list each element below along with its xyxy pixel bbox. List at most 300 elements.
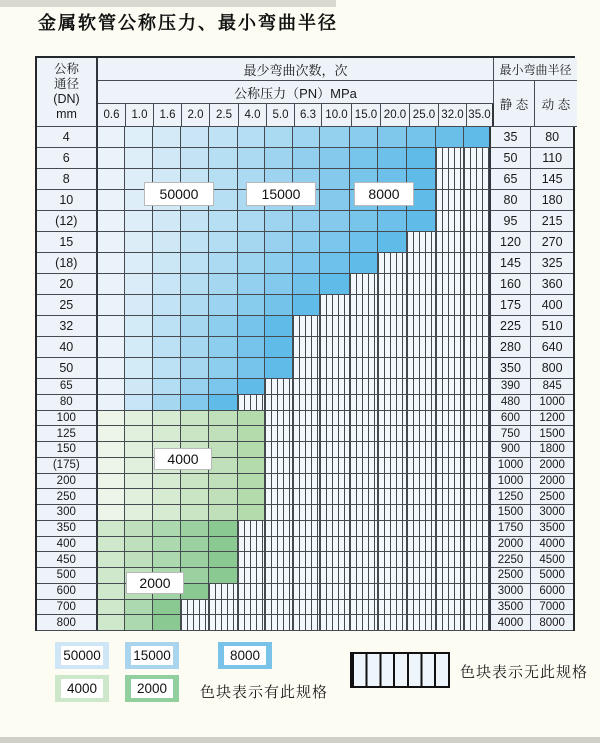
spec-cell-unavailable — [238, 521, 266, 537]
spec-cell-available — [125, 316, 153, 337]
spec-cell-available — [153, 615, 181, 631]
spec-cell-unavailable — [350, 584, 379, 600]
spec-cell-unavailable — [378, 568, 407, 584]
spec-cell-unavailable — [378, 505, 407, 521]
spec-cell-unavailable — [407, 411, 436, 427]
spec-cell-unavailable — [464, 295, 491, 316]
spec-cell-available — [153, 127, 181, 148]
spec-cell-available — [238, 127, 266, 148]
spec-cell-unavailable — [436, 253, 464, 274]
spec-cell-available — [209, 474, 238, 490]
dn-cell: 450 — [37, 552, 98, 568]
spec-cell-available — [98, 426, 126, 442]
spec-cell-unavailable — [378, 615, 407, 631]
spec-cell-unavailable — [293, 568, 320, 584]
spec-cell-available — [320, 190, 350, 211]
header-dn — [37, 58, 98, 127]
pressure-header-cell: 5.0 — [267, 104, 295, 127]
header-static: 静 态 — [494, 81, 535, 127]
spec-cell-unavailable — [436, 584, 464, 600]
spec-cell-unavailable — [320, 474, 350, 490]
spec-cell-available — [125, 521, 153, 537]
spec-cell-available — [238, 148, 266, 169]
legend-absent-text: 色块表示无此规格 — [460, 664, 589, 681]
spec-cell-unavailable — [378, 489, 407, 505]
dynamic-radius-cell: 6000 — [531, 584, 573, 600]
spec-cell-unavailable — [265, 584, 293, 600]
spec-cell-unavailable — [238, 584, 266, 600]
spec-cell-unavailable — [265, 474, 293, 490]
spec-cell-available — [209, 395, 238, 411]
spec-cell-available — [320, 211, 350, 232]
spec-cell-available — [153, 426, 181, 442]
spec-cell-available — [98, 169, 126, 190]
spec-cell-unavailable — [320, 395, 350, 411]
spec-cell-available — [238, 442, 266, 458]
dynamic-radius-cell: 2000 — [531, 458, 573, 474]
spec-table — [35, 56, 575, 631]
spec-cell-available — [293, 148, 320, 169]
static-radius-cell: 4000 — [491, 615, 532, 631]
spec-cell-unavailable — [378, 337, 407, 358]
static-radius-cell: 65 — [491, 169, 532, 190]
spec-cell-available — [209, 379, 238, 395]
dynamic-radius-cell: 180 — [531, 190, 573, 211]
spec-cell-unavailable — [293, 600, 320, 616]
spec-cell-available — [181, 379, 209, 395]
spec-cell-unavailable — [407, 505, 436, 521]
spec-cell-available — [153, 148, 181, 169]
spec-cell-unavailable — [436, 169, 464, 190]
table-row-dn-500 — [37, 568, 573, 584]
spec-cell-available — [238, 489, 266, 505]
legend-swatch-2000 — [125, 675, 179, 702]
table-row-dn-100 — [37, 411, 573, 427]
spec-cell-available — [265, 253, 293, 274]
spec-cell-available — [181, 552, 209, 568]
spec-cell-available — [125, 395, 153, 411]
table-row-dn-150 — [37, 442, 573, 458]
spec-cell-available — [153, 537, 181, 553]
spec-cell-available — [265, 232, 293, 253]
spec-cell-available — [436, 127, 464, 148]
spec-cell-available — [125, 337, 153, 358]
spec-cell-unavailable — [293, 489, 320, 505]
legend-label-2000: 2000 — [131, 679, 172, 697]
spec-cell-available — [265, 316, 293, 337]
spec-cell-available — [181, 505, 209, 521]
spec-cell-available — [153, 316, 181, 337]
dn-cell: 80 — [37, 395, 98, 411]
spec-cell-unavailable — [320, 615, 350, 631]
table-row-dn-600 — [37, 584, 573, 600]
spec-cell-available — [98, 337, 126, 358]
spec-cell-unavailable — [436, 521, 464, 537]
spec-cell-available — [181, 426, 209, 442]
table-row-dn-175 — [37, 458, 573, 474]
spec-cell-available — [98, 190, 126, 211]
static-radius-cell: 480 — [491, 395, 532, 411]
spec-cell-available — [209, 316, 238, 337]
header-dn-line: 公称 — [53, 61, 79, 76]
spec-cell-available — [98, 127, 126, 148]
dynamic-radius-cell: 270 — [531, 232, 573, 253]
spec-cell-unavailable — [320, 568, 350, 584]
dynamic-radius-cell: 2000 — [531, 474, 573, 490]
dn-cell: 40 — [37, 337, 98, 358]
header-radius: 最小弯曲半径 — [494, 58, 577, 81]
spec-cell-unavailable — [436, 211, 464, 232]
spec-cell-available — [98, 615, 126, 631]
spec-cell-unavailable — [378, 253, 407, 274]
spec-cell-unavailable — [265, 379, 293, 395]
spec-cell-available — [98, 521, 126, 537]
spec-cell-unavailable — [464, 316, 491, 337]
table-row-dn-50 — [37, 358, 573, 379]
spec-cell-available — [125, 458, 153, 474]
spec-cell-available — [238, 316, 266, 337]
dynamic-radius-cell: 2500 — [531, 489, 573, 505]
spec-cell-unavailable — [436, 379, 464, 395]
spec-cell-unavailable — [464, 552, 491, 568]
spec-cell-unavailable — [293, 552, 320, 568]
spec-cell-unavailable — [436, 411, 464, 427]
dynamic-radius-cell: 4500 — [531, 552, 573, 568]
spec-cell-unavailable — [436, 316, 464, 337]
spec-cell-unavailable — [350, 537, 379, 553]
static-radius-cell: 95 — [491, 211, 532, 232]
spec-cell-unavailable — [293, 537, 320, 553]
spec-cell-unavailable — [407, 358, 436, 379]
spec-cell-available — [181, 274, 209, 295]
table-row-dn-40 — [37, 337, 573, 358]
spec-cell-unavailable — [265, 615, 293, 631]
table-row-dn-4 — [37, 127, 573, 148]
spec-cell-unavailable — [181, 615, 209, 631]
spec-cell-available — [209, 521, 238, 537]
spec-cell-available — [265, 337, 293, 358]
spec-cell-available — [265, 127, 293, 148]
spec-cell-unavailable — [238, 600, 266, 616]
spec-cell-available — [98, 358, 126, 379]
spec-cell-unavailable — [320, 337, 350, 358]
spec-cell-available — [153, 474, 181, 490]
spec-cell-available — [320, 274, 350, 295]
spec-cell-unavailable — [436, 148, 464, 169]
spec-cell-unavailable — [378, 411, 407, 427]
spec-cell-available — [181, 411, 209, 427]
spec-cell-available — [181, 521, 209, 537]
spec-cell-unavailable — [350, 316, 379, 337]
spec-cell-unavailable — [378, 274, 407, 295]
spec-cell-unavailable — [378, 379, 407, 395]
spec-cell-available — [181, 148, 209, 169]
spec-cell-available — [125, 274, 153, 295]
spec-cell-unavailable — [181, 600, 209, 616]
spec-cell-available — [181, 489, 209, 505]
spec-cell-available — [209, 295, 238, 316]
dn-cell: 300 — [37, 505, 98, 521]
spec-cell-available — [125, 148, 153, 169]
spec-cell-unavailable — [378, 395, 407, 411]
dn-cell: 100 — [37, 411, 98, 427]
spec-cell-available — [153, 211, 181, 232]
spec-cell-available — [209, 458, 238, 474]
spec-cell-available — [125, 505, 153, 521]
bottom-gray-bar — [0, 737, 600, 743]
spec-cell-unavailable — [436, 358, 464, 379]
static-radius-cell: 900 — [491, 442, 532, 458]
spec-cell-available — [209, 337, 238, 358]
spec-cell-unavailable — [464, 169, 491, 190]
spec-cell-available — [407, 148, 436, 169]
legend-label-4000: 4000 — [61, 679, 102, 697]
spec-cell-unavailable — [436, 274, 464, 295]
spec-cell-available — [209, 552, 238, 568]
dn-cell: 250 — [37, 489, 98, 505]
spec-cell-available — [350, 127, 379, 148]
spec-cell-available — [378, 127, 407, 148]
table-row-dn-20 — [37, 274, 573, 295]
spec-cell-available — [181, 211, 209, 232]
spec-cell-unavailable — [320, 537, 350, 553]
spec-cell-unavailable — [238, 552, 266, 568]
spec-cell-available — [125, 474, 153, 490]
spec-cell-available — [407, 211, 436, 232]
overlay-label-4000: 4000 — [154, 448, 212, 470]
spec-cell-unavailable — [320, 316, 350, 337]
dn-cell: 8 — [37, 169, 98, 190]
spec-cell-available — [98, 316, 126, 337]
spec-cell-unavailable — [265, 489, 293, 505]
spec-cell-available — [153, 505, 181, 521]
table-row-dn-300 — [37, 505, 573, 521]
spec-cell-available — [98, 458, 126, 474]
spec-cell-unavailable — [320, 600, 350, 616]
dn-cell: 800 — [37, 615, 98, 631]
spec-cell-available — [153, 337, 181, 358]
static-radius-cell: 2250 — [491, 552, 532, 568]
spec-cell-unavailable — [350, 552, 379, 568]
pressure-header-cell: 6.3 — [295, 104, 322, 127]
spec-cell-available — [293, 232, 320, 253]
legend-swatch-4000 — [55, 675, 109, 702]
spec-cell-available — [378, 211, 407, 232]
spec-cell-unavailable — [464, 600, 491, 616]
spec-cell-available — [125, 295, 153, 316]
header-pressure-values — [98, 104, 494, 127]
spec-cell-unavailable — [407, 442, 436, 458]
spec-cell-unavailable — [350, 426, 379, 442]
spec-cell-unavailable — [378, 442, 407, 458]
pressure-header-cell: 4.0 — [239, 104, 267, 127]
spec-cell-available — [350, 148, 379, 169]
pressure-header-cell: 0.6 — [98, 104, 126, 127]
spec-cell-unavailable — [293, 411, 320, 427]
spec-cell-unavailable — [436, 537, 464, 553]
spec-cell-unavailable — [464, 395, 491, 411]
spec-cell-available — [153, 253, 181, 274]
dn-cell: 125 — [37, 426, 98, 442]
spec-cell-available — [265, 274, 293, 295]
dynamic-radius-cell: 3000 — [531, 505, 573, 521]
dn-cell: (18) — [37, 253, 98, 274]
spec-cell-available — [181, 232, 209, 253]
legend-present-text: 色块表示有此规格 — [200, 684, 329, 701]
spec-cell-available — [238, 426, 266, 442]
spec-cell-available — [125, 211, 153, 232]
legend-swatch-15000 — [125, 642, 179, 669]
spec-cell-unavailable — [378, 426, 407, 442]
spec-cell-unavailable — [293, 458, 320, 474]
dynamic-radius-cell: 640 — [531, 337, 573, 358]
spec-cell-unavailable — [464, 148, 491, 169]
page-title: 金属软管公称压力、最小弯曲半径 — [38, 13, 338, 34]
spec-cell-unavailable — [293, 442, 320, 458]
spec-cell-unavailable — [407, 552, 436, 568]
legend-label-15000: 15000 — [133, 647, 171, 663]
spec-cell-available — [181, 568, 209, 584]
spec-cell-unavailable — [378, 552, 407, 568]
table-row-dn-350 — [37, 521, 573, 537]
spec-cell-unavailable — [350, 568, 379, 584]
table-row-dn-18 — [37, 253, 573, 274]
spec-cell-unavailable — [320, 552, 350, 568]
spec-cell-unavailable — [378, 358, 407, 379]
spec-cell-unavailable — [378, 521, 407, 537]
spec-cell-unavailable — [378, 600, 407, 616]
spec-cell-available — [181, 395, 209, 411]
spec-cell-unavailable — [436, 458, 464, 474]
spec-cell-unavailable — [265, 521, 293, 537]
spec-cell-unavailable — [436, 337, 464, 358]
spec-cell-available — [293, 295, 320, 316]
spec-cell-unavailable — [436, 426, 464, 442]
spec-cell-available — [320, 127, 350, 148]
static-radius-cell: 145 — [491, 253, 532, 274]
static-radius-cell: 80 — [491, 190, 532, 211]
header-dn-line: (DN) — [53, 92, 80, 106]
spec-cell-available — [125, 379, 153, 395]
spec-cell-available — [98, 253, 126, 274]
spec-cell-unavailable — [464, 337, 491, 358]
spec-cell-unavailable — [407, 316, 436, 337]
dynamic-radius-cell: 1200 — [531, 411, 573, 427]
spec-cell-unavailable — [464, 379, 491, 395]
spec-cell-unavailable — [320, 505, 350, 521]
spec-cell-available — [209, 127, 238, 148]
spec-cell-available — [209, 505, 238, 521]
table-row-dn-25 — [37, 295, 573, 316]
spec-cell-available — [265, 295, 293, 316]
spec-cell-unavailable — [350, 458, 379, 474]
spec-cell-unavailable — [209, 615, 238, 631]
spec-cell-available — [125, 358, 153, 379]
pressure-header-cell: 25.0 — [410, 104, 439, 127]
spec-cell-unavailable — [265, 458, 293, 474]
header-bend-cycles: 最少弯曲次数，次 — [98, 58, 494, 81]
spec-cell-unavailable — [265, 426, 293, 442]
table-row-dn-6 — [37, 148, 573, 169]
dn-cell: 200 — [37, 474, 98, 490]
table-row-dn-800 — [37, 615, 573, 631]
dn-cell: 700 — [37, 600, 98, 616]
spec-cell-available — [238, 295, 266, 316]
spec-cell-unavailable — [407, 474, 436, 490]
spec-cell-available — [125, 552, 153, 568]
spec-cell-available — [98, 148, 126, 169]
spec-cell-unavailable — [436, 552, 464, 568]
spec-cell-available — [238, 253, 266, 274]
dynamic-radius-cell: 215 — [531, 211, 573, 232]
spec-cell-available — [125, 600, 153, 616]
dynamic-radius-cell: 7000 — [531, 600, 573, 616]
spec-cell-available — [153, 521, 181, 537]
spec-cell-available — [238, 358, 266, 379]
dn-cell: 65 — [37, 379, 98, 395]
table-row-dn-200 — [37, 474, 573, 490]
dynamic-radius-cell: 1000 — [531, 395, 573, 411]
spec-cell-unavailable — [407, 232, 436, 253]
legend-swatch-8000 — [218, 642, 272, 669]
spec-cell-unavailable — [464, 426, 491, 442]
spec-cell-unavailable — [293, 584, 320, 600]
static-radius-cell: 600 — [491, 411, 532, 427]
spec-cell-available — [98, 505, 126, 521]
spec-cell-available — [238, 458, 266, 474]
spec-cell-unavailable — [350, 600, 379, 616]
dynamic-radius-cell: 3500 — [531, 521, 573, 537]
spec-cell-available — [181, 127, 209, 148]
spec-cell-unavailable — [320, 521, 350, 537]
spec-cell-available — [125, 232, 153, 253]
spec-cell-available — [350, 211, 379, 232]
spec-cell-available — [265, 211, 293, 232]
header-dn-line: mm — [56, 107, 77, 122]
spec-cell-available — [98, 489, 126, 505]
spec-cell-available — [125, 127, 153, 148]
spec-cell-unavailable — [350, 442, 379, 458]
spec-cell-unavailable — [265, 552, 293, 568]
table-row-dn-250 — [37, 489, 573, 505]
table-row-dn-450 — [37, 552, 573, 568]
dynamic-radius-cell: 5000 — [531, 568, 573, 584]
spec-cell-available — [238, 379, 266, 395]
spec-cell-unavailable — [238, 395, 266, 411]
dynamic-radius-cell: 8000 — [531, 615, 573, 631]
spec-cell-available — [320, 253, 350, 274]
overlay-label-8000: 8000 — [354, 182, 414, 206]
spec-cell-unavailable — [407, 253, 436, 274]
spec-cell-available — [181, 537, 209, 553]
spec-cell-available — [125, 253, 153, 274]
spec-cell-unavailable — [320, 379, 350, 395]
spec-cell-unavailable — [350, 615, 379, 631]
spec-cell-unavailable — [265, 505, 293, 521]
spec-cell-available — [153, 552, 181, 568]
spec-cell-unavailable — [436, 395, 464, 411]
spec-cell-available — [209, 253, 238, 274]
spec-cell-unavailable — [436, 568, 464, 584]
spec-cell-unavailable — [265, 600, 293, 616]
spec-cell-unavailable — [378, 458, 407, 474]
static-radius-cell: 175 — [491, 295, 532, 316]
spec-cell-unavailable — [407, 600, 436, 616]
spec-cell-unavailable — [350, 274, 379, 295]
spec-cell-unavailable — [464, 442, 491, 458]
spec-cell-unavailable — [238, 568, 266, 584]
table-row-dn-700 — [37, 600, 573, 616]
